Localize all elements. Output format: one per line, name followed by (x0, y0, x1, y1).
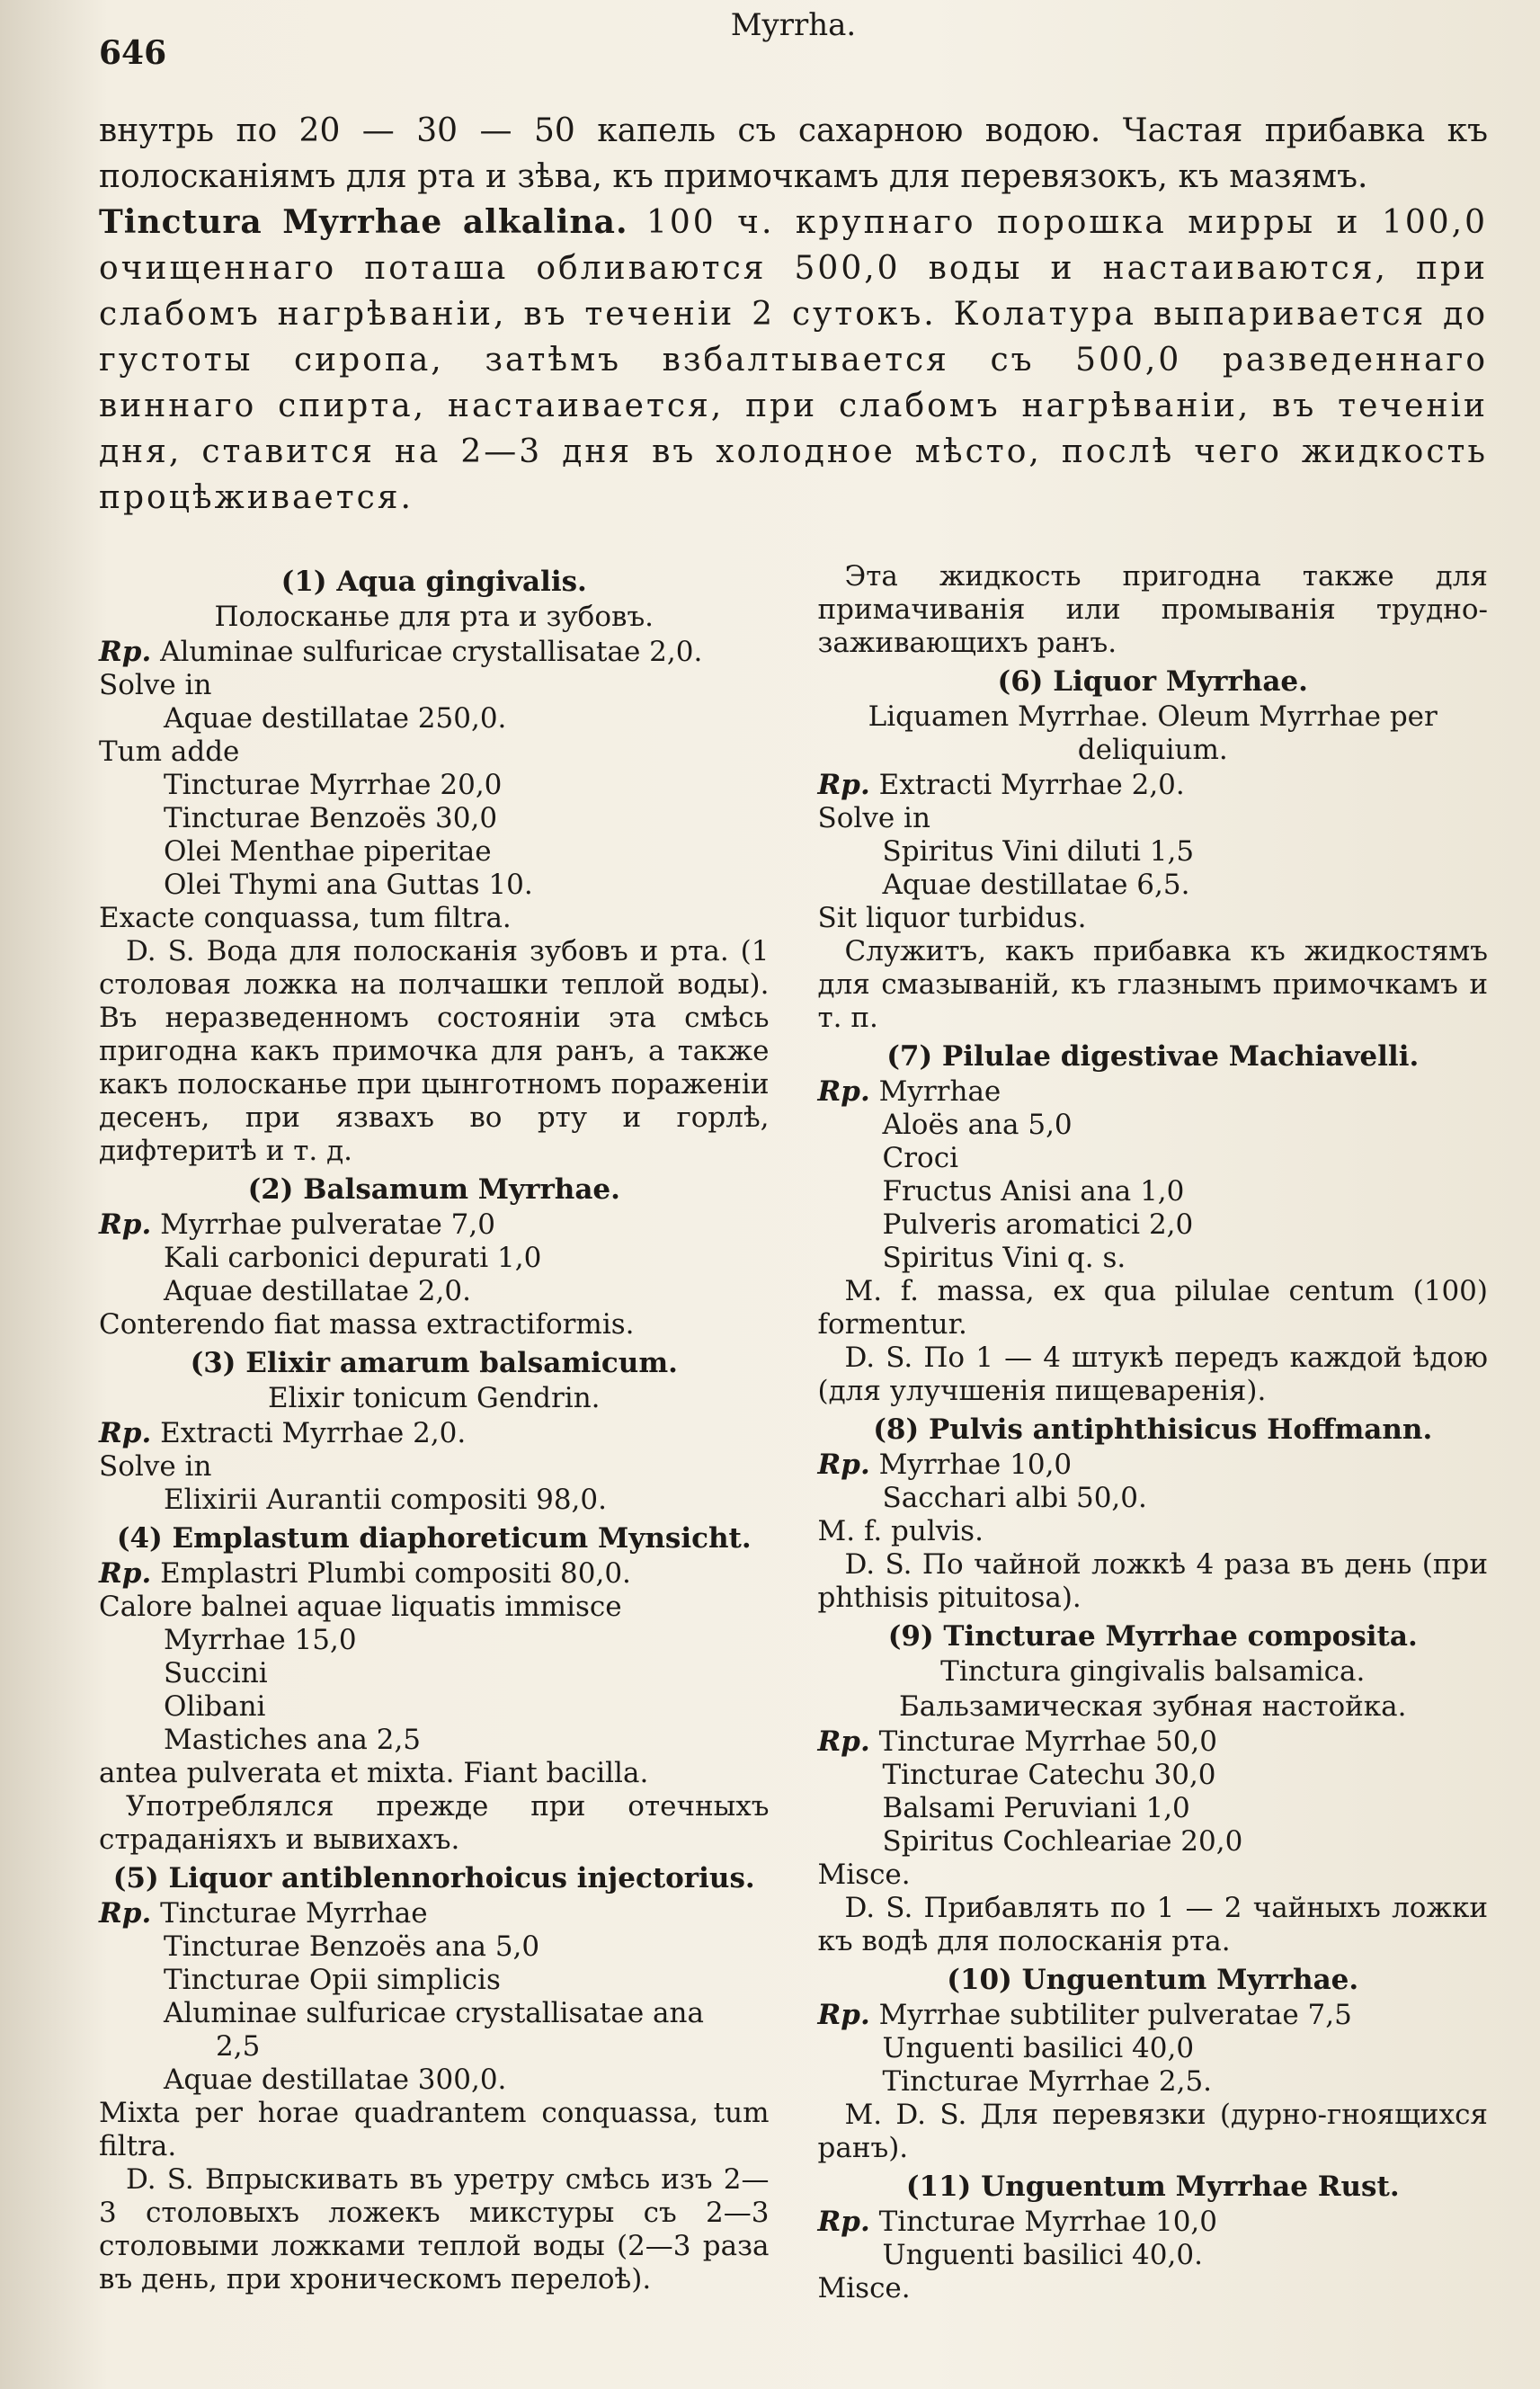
ingredient: Aluminae sulfuricae crystallisatae ana (164, 1997, 704, 2029)
ingredient: Tincturae Benzoës ana 5,0 (164, 1930, 540, 1963)
ingredient: Spiritus Vini q. s. (882, 1242, 1126, 1274)
recipe-subtitle: Бальзамическая зубная настойка. (898, 1690, 1407, 1723)
ingredient: Myrrhae subtiliter pulveratae 7,5 (878, 1999, 1352, 2031)
right-column (818, 560, 1489, 2311)
recipe-line: M. f. massa, ex qua pilulae centum (100) formentur. (817, 1275, 1488, 1341)
recipe-title: (6) Liquor Myrrhae. (997, 665, 1308, 698)
recipe-line (818, 2206, 1489, 2239)
ingredient: Olei Thymi ana Guttas 10. (164, 869, 533, 901)
tincture-alkalina-title: Tinctura Myrrhae alkalina. (99, 203, 628, 241)
recipe-line: Solve in (99, 669, 212, 701)
recipe-5 (99, 1862, 770, 2296)
recipe-instructions: D. S. По чайной ложкѣ 4 раза въ день (при phthisis pituitosa). (817, 1548, 1488, 1614)
continued-paragraph: Эта жидкость пригодна также для примачиванія или промыванія трудно-заживающихъ ранъ. (817, 560, 1488, 659)
ingredient: Succini (164, 1657, 268, 1689)
ingredient: Tincturae Myrrhae (160, 1897, 428, 1930)
recipe-subtitle: Liquamen Myrrhae. Oleum Myrrhae per deliquium. (868, 700, 1438, 766)
recipe-instructions: D. S. Впрыскивать въ уретру смѣсь изъ 2—3 столовыхъ ложекъ микстуры съ 2—3 столовыми ложками теплой воды (2—3 раза въ день, при хроническомъ перелоѣ). (99, 2163, 770, 2295)
ingredient: Balsami Peruviani 1,0 (882, 1792, 1190, 1824)
recipe-title: (5) Liquor antiblennorhoicus injectorius. (112, 1862, 755, 1894)
recipe-line: Exacte conquassa, tum filtra. (99, 902, 512, 934)
ingredient: Tincturae Myrrhae 2,5. (882, 2065, 1213, 2098)
recipe-instructions: D. S. По 1 — 4 штукѣ передъ каждой ѣдою (для улучшенія пищеваренія). (817, 1342, 1488, 1407)
ingredient: Spiritus Cochleariae 20,0 (882, 1825, 1243, 1858)
two-columns (99, 560, 1488, 2311)
ingredient: Olibani (164, 1690, 266, 1723)
recipe-line: Mixta per horae quadrantem conquassa, tum filtra. (99, 2097, 770, 2162)
recipe-title: (9) Tincturae Myrrhae composita. (887, 1620, 1418, 1653)
recipe-line: Calore balnei aquae liquatis immisce (99, 1591, 622, 1623)
rp-label: Rp. (817, 769, 870, 801)
recipe-line: Sit liquor turbidus. (817, 902, 1087, 934)
recipe-instructions: M. D. S. Для перевязки (дурно-гноящихся ранъ). (817, 2099, 1488, 2164)
recipe-line (99, 636, 770, 669)
ingredient: Tincturae Opii simplicis (164, 1964, 501, 1996)
recipe-instructions: Служитъ, какъ прибавка къ жидкостямъ для смазываній, къ глазнымъ примочкамъ и т. п. (817, 935, 1488, 1034)
rp-label: Rp. (99, 1208, 152, 1241)
rp-label: Rp. (817, 1449, 870, 1481)
ingredient: Myrrhae 10,0 (878, 1449, 1073, 1481)
recipe-line (818, 769, 1489, 802)
ingredient: Emplastri Plumbi compositi 80,0. (160, 1557, 631, 1590)
ingredient: Croci (882, 1142, 958, 1174)
recipe-line: Conterendo fiat massa extractiformis. (99, 1308, 635, 1341)
recipe-line (818, 1725, 1489, 1759)
ingredient: Kali carbonici depurati 1,0 (164, 1242, 542, 1274)
recipe-line (99, 1417, 770, 1450)
left-column (99, 560, 770, 2311)
ingredient: 2,5 (216, 2030, 261, 2063)
recipe-title: (11) Unguentum Myrrhae Rust. (905, 2171, 1400, 2203)
ingredient: Aluminae sulfuricae crystallisatae 2,0. (160, 636, 703, 668)
recipe-line: antea pulverata et mixta. Fiant bacilla. (99, 1757, 649, 1789)
ingredient: Spiritus Vini diluti 1,5 (882, 835, 1195, 868)
recipe-line (99, 1557, 770, 1591)
ingredient: Unguenti basilici 40,0. (882, 2239, 1203, 2271)
ingredient: Pulveris aromatici 2,0 (882, 1208, 1194, 1241)
recipe-subtitle: Elixir tonicum Gendrin. (267, 1382, 601, 1414)
recipe-line: Tum adde (99, 735, 240, 768)
recipe-9 (818, 1620, 1489, 1958)
recipe-2 (99, 1173, 770, 1342)
recipe-instructions: D. S. Прибавлять по 1 — 2 чайныхъ ложки къ водѣ для полосканія рта. (817, 1892, 1488, 1957)
ingredient: Myrrhae 15,0 (164, 1624, 357, 1656)
recipe-title: (10) Unguentum Myrrhae. (947, 1964, 1359, 1996)
ingredient: Tincturae Catechu 30,0 (882, 1759, 1216, 1791)
recipe-line: Misce. (817, 1859, 911, 1891)
ingredient: Aquae destillatae 250,0. (164, 702, 507, 735)
recipe-line (818, 1075, 1489, 1109)
recipe-title: (4) Emplastum diaphoreticum Mynsicht. (116, 1522, 752, 1555)
recipe-4 (99, 1522, 770, 1857)
ingredient: Aquae destillatae 2,0. (164, 1275, 471, 1307)
recipe-title: (1) Aqua gingivalis. (280, 566, 587, 598)
recipe-line: Misce. (817, 2272, 911, 2304)
recipe-line: Solve in (817, 802, 930, 834)
recipe-8 (818, 1413, 1489, 1615)
recipe-3 (99, 1347, 770, 1517)
intro-paragraph-2 (99, 200, 1488, 521)
recipe-1 (99, 566, 770, 1168)
rp-label: Rp. (99, 636, 152, 668)
intro-text (99, 108, 1488, 521)
rp-label: Rp. (99, 1557, 152, 1590)
rp-label: Rp. (817, 1725, 870, 1758)
recipe-instructions: D. S. Вода для полосканія зубовъ и рта. (1 столовая ложка на полчашки теплой воды). Въ неразведенномъ состояніи эта смѣсь пригодна какъ примочка для ранъ, а также какъ полосканье при цынготномъ пораженіи десенъ, при язвахъ во рту и горлѣ, дифтеритѣ и т. д. (99, 935, 770, 1167)
ingredient: Fructus Anisi ana 1,0 (882, 1175, 1185, 1208)
ingredient: Elixirii Aurantii compositi 98,0. (164, 1484, 607, 1516)
rp-label: Rp. (99, 1897, 152, 1930)
recipe-subtitle: Tinctura gingivalis balsamica. (940, 1655, 1366, 1688)
intro-paragraph-1: внутрь по 20 — 30 — 50 капель съ сахарною водою. Частая прибавка къ полосканіямъ для рта и зѣва, къ примочкамъ для перевязокъ, къ мазямъ. (99, 112, 1488, 195)
rp-label: Rp. (817, 1075, 870, 1108)
recipe-7 (818, 1040, 1489, 1408)
ingredient: Aquae destillatae 300,0. (164, 2064, 507, 2096)
recipe-title: (3) Elixir amarum balsamicum. (190, 1347, 678, 1379)
recipe-title: (8) Pulvis antiphthisicus Hoffmann. (873, 1413, 1433, 1446)
recipe-title: (2) Balsamum Myrrhae. (247, 1173, 620, 1206)
rp-label: Rp. (817, 1999, 870, 2031)
recipe-line: Solve in (99, 1450, 212, 1483)
page-header (99, 0, 1488, 108)
ingredient: Myrrhae (878, 1075, 1001, 1108)
ingredient: Extracti Myrrhae 2,0. (878, 769, 1185, 801)
recipe-instructions: Употреблялся прежде при отечныхъ страданіяхъ и вывихахъ. (99, 1790, 770, 1856)
ingredient: Myrrhae pulveratae 7,0 (160, 1208, 495, 1241)
ingredient: Tincturae Myrrhae 20,0 (164, 769, 503, 801)
recipe-title: (7) Pilulae digestivae Machiavelli. (886, 1040, 1420, 1073)
ingredient: Aquae destillatae 6,5. (882, 869, 1190, 901)
page-number: 646 (99, 34, 167, 72)
ingredient: Tincturae Benzoës 30,0 (164, 802, 498, 834)
ingredient: Aloës ana 5,0 (882, 1109, 1073, 1141)
ingredient: Extracti Myrrhae 2,0. (160, 1417, 467, 1449)
recipe-10 (818, 1964, 1489, 2165)
recipe-line (99, 1208, 770, 1242)
recipe-line: M. f. pulvis. (817, 1515, 984, 1547)
recipe-line (818, 1999, 1489, 2032)
ingredient: Mastiches ana 2,5 (164, 1724, 422, 1756)
recipe-subtitle: Полосканье для рта и зубовъ. (214, 601, 654, 633)
ingredient: Tincturae Myrrhae 50,0 (878, 1725, 1217, 1758)
running-head: Myrrha. (730, 7, 857, 43)
recipe-11 (818, 2171, 1489, 2305)
rp-label: Rp. (99, 1417, 152, 1449)
rp-label: Rp. (817, 2206, 870, 2238)
ingredient: Tincturae Myrrhae 10,0 (878, 2206, 1217, 2238)
tincture-alkalina-text: 100 ч. крупнаго порошка мирры и 100,0 очищеннаго поташа обливаются 500,0 воды и настаиваются, при слабомъ нагрѣваніи, въ теченіи 2 сутокъ. Колатура выпаривается до густоты сиропа, затѣмъ взбалтывается съ 500,0 разведеннаго виннаго спирта, настаивается, при слабомъ нагрѣваніи, въ теченіи дня, ставится на 2—3 дня въ холодное мѣсто, послѣ чего жидкость процѣживается. (99, 204, 1488, 516)
recipe-line (99, 1897, 770, 1930)
ingredient: Olei Menthae piperitae (164, 835, 492, 868)
recipe-line (818, 1449, 1489, 1482)
ingredient: Unguenti basilici 40,0 (882, 2032, 1195, 2064)
ingredient: Sacchari albi 50,0. (882, 1482, 1147, 1514)
recipe-6 (818, 665, 1489, 1035)
